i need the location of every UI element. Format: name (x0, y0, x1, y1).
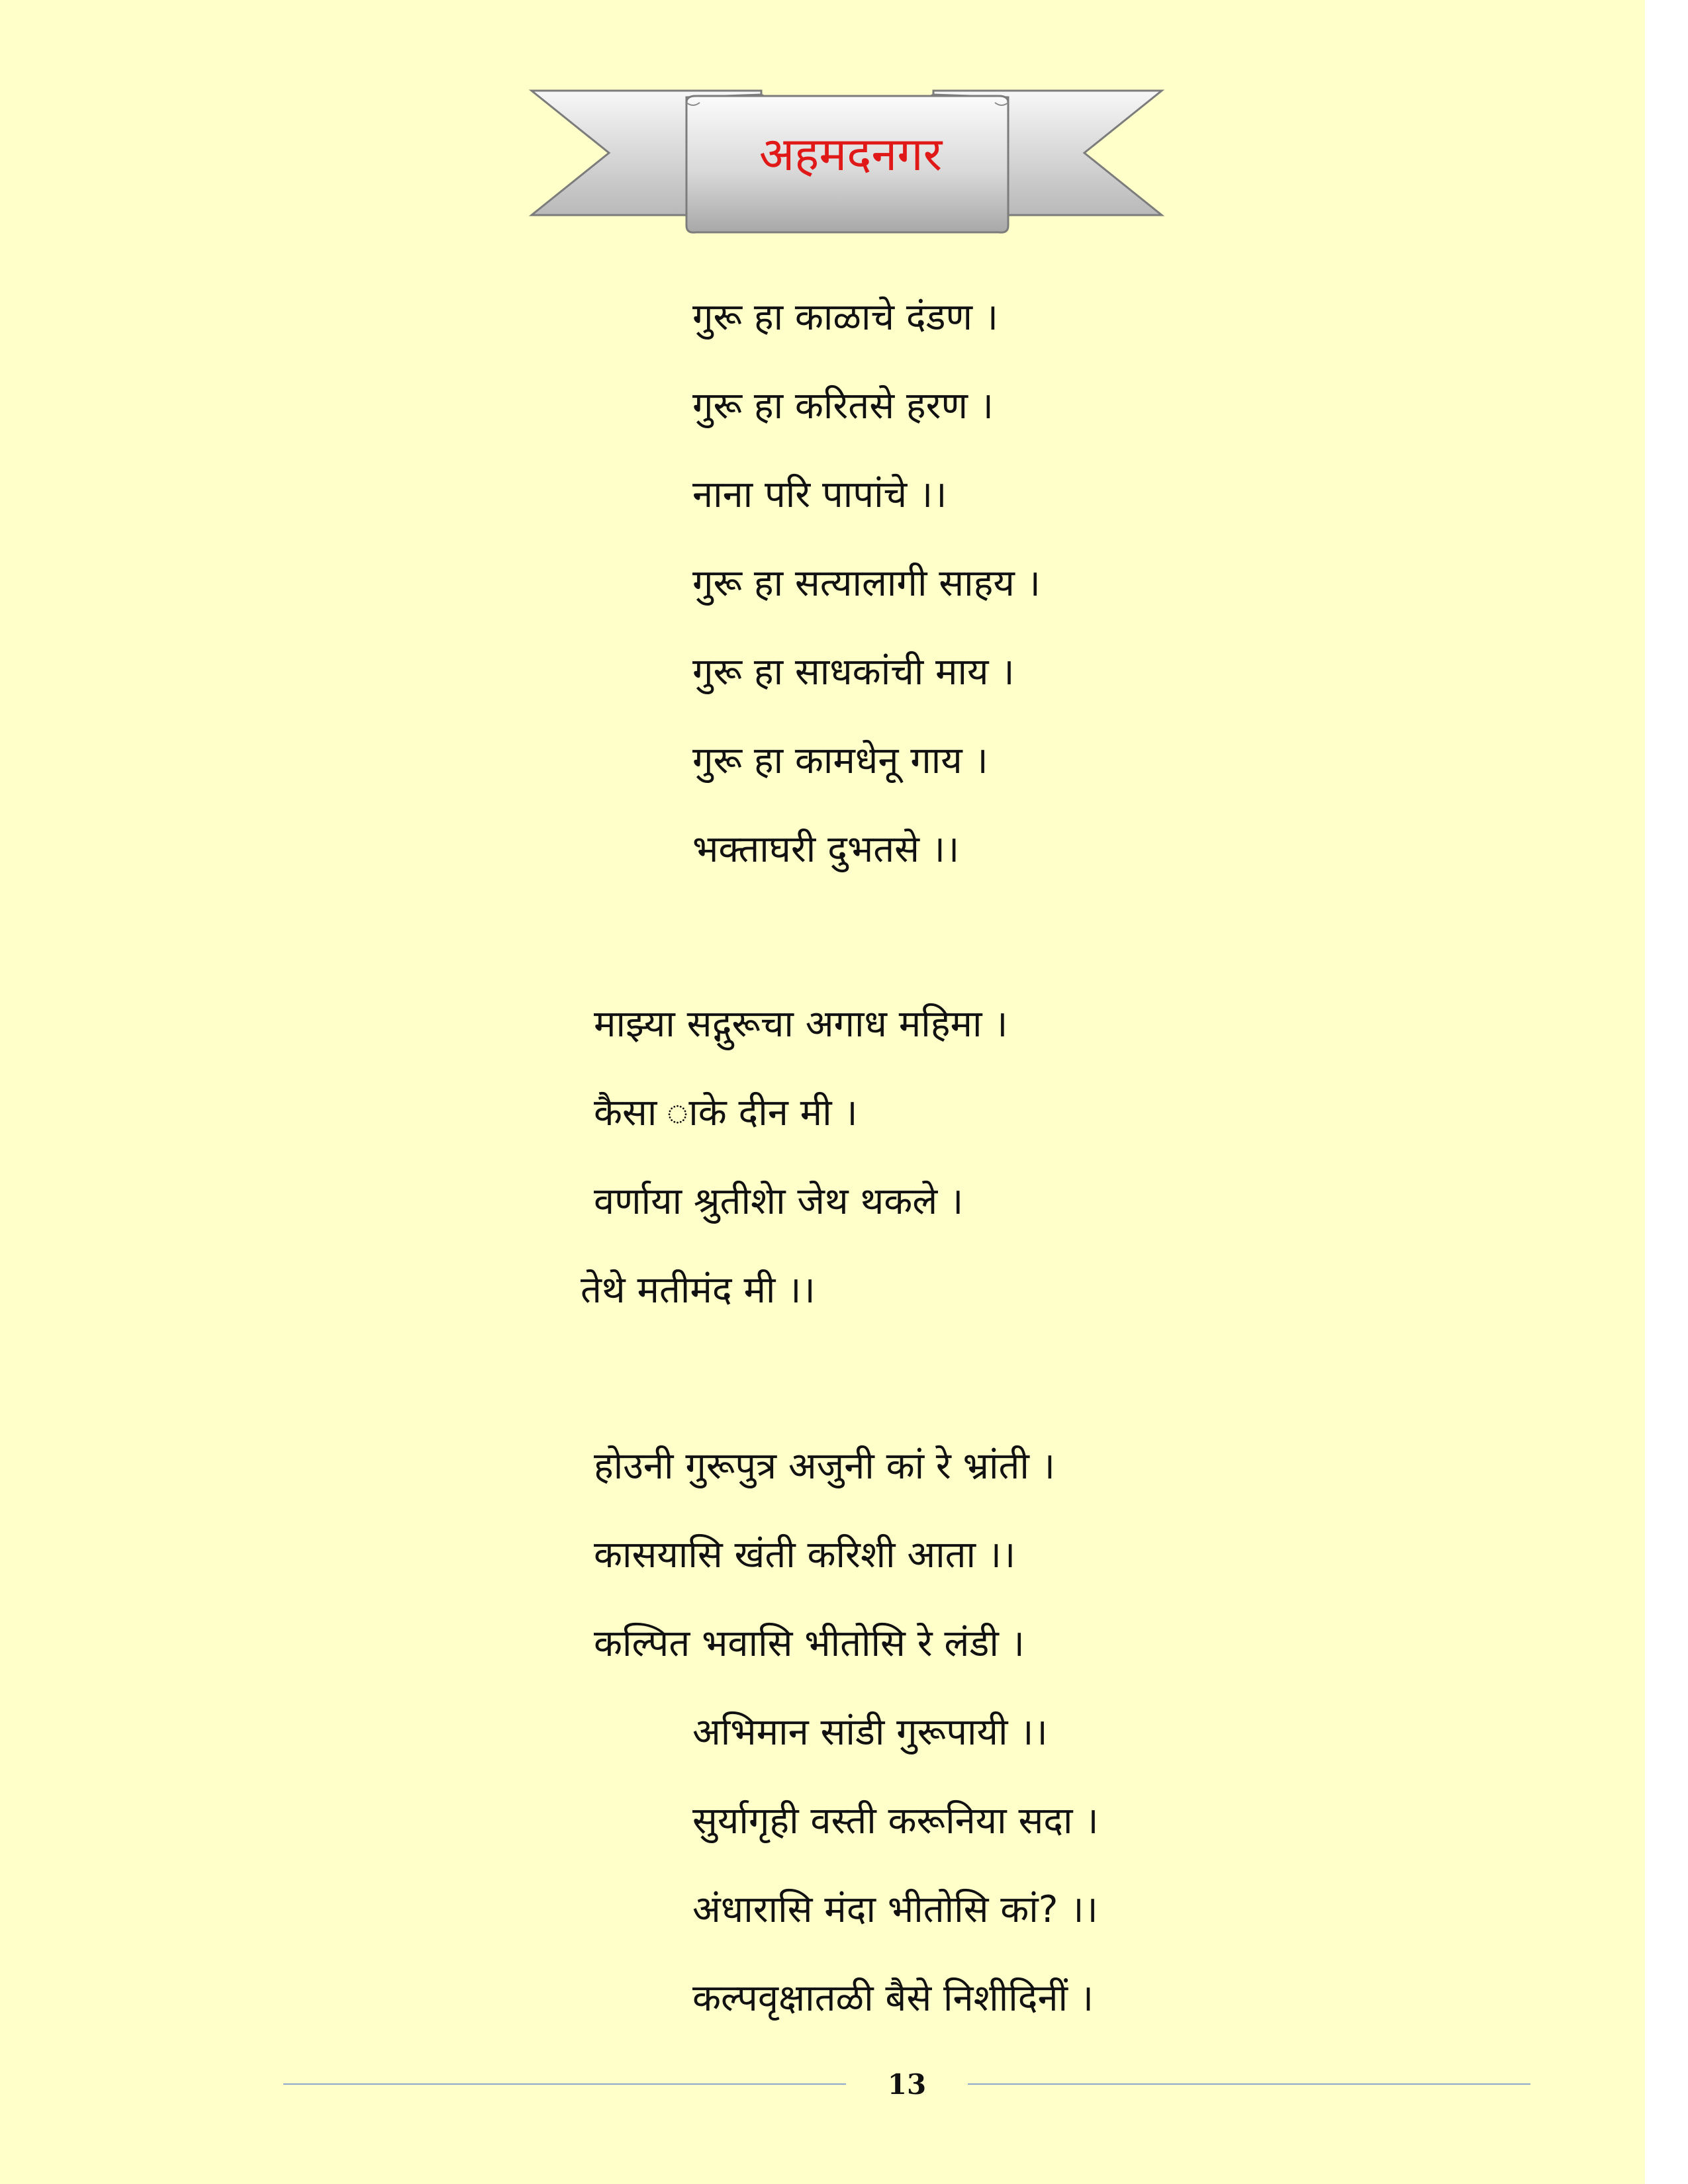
verse-line: भक्ताघरी दुभतसे ।। (692, 828, 960, 871)
footer-rule-right (968, 2083, 1530, 2085)
title-ribbon-banner (526, 83, 1168, 242)
verse-line: वर्णाया श्रुतीशेा जेथ थकले । (594, 1180, 964, 1223)
verse-line: तेथे मतीमंद मी ।। (581, 1269, 816, 1312)
verse-line: कल्पित भवासि भीतोसि रे लंडी । (594, 1622, 1025, 1665)
verse-line: माझ्या सद्गुरूचा अगाध महिमा । (594, 1003, 1008, 1046)
verse-line: सुर्यागृही वस्ती करूनिया सदा । (692, 1799, 1099, 1843)
page-title: अहमदनगर (759, 127, 943, 181)
verse-line: कैसा ाके दीन मी । (594, 1091, 858, 1134)
verse-line: अंधारासि मंदा भीतोसि कां? ।। (692, 1888, 1098, 1931)
verse-line: होउनी गुरूपुत्र अजुनी कां रे भ्रांती । (594, 1445, 1055, 1488)
verse-line: गुरू हा काळाचे दंडण । (692, 296, 999, 339)
verse-line: गुरू हा सत्यालागी साहय । (692, 562, 1041, 605)
verse-line: गुरू हा साधकांची माय । (692, 651, 1015, 694)
page-number: 13 (887, 2068, 927, 2101)
footer-rule-left (283, 2083, 846, 2085)
verse-line: कल्पवृक्षातळी बैसे निशीदिनीं । (692, 1977, 1094, 2020)
verse-line: गुरू हा करितसे हरण । (692, 385, 994, 428)
verse-line: अभिमान सांडी गुरूपायी ।। (692, 1711, 1048, 1754)
verse-line: नाना परि पापांचे ।। (692, 473, 947, 516)
verse-line: कासयासि खंती करिशी आता ।। (594, 1533, 1016, 1576)
verse-line: गुरू हा कामधेनू गाय । (692, 739, 988, 782)
